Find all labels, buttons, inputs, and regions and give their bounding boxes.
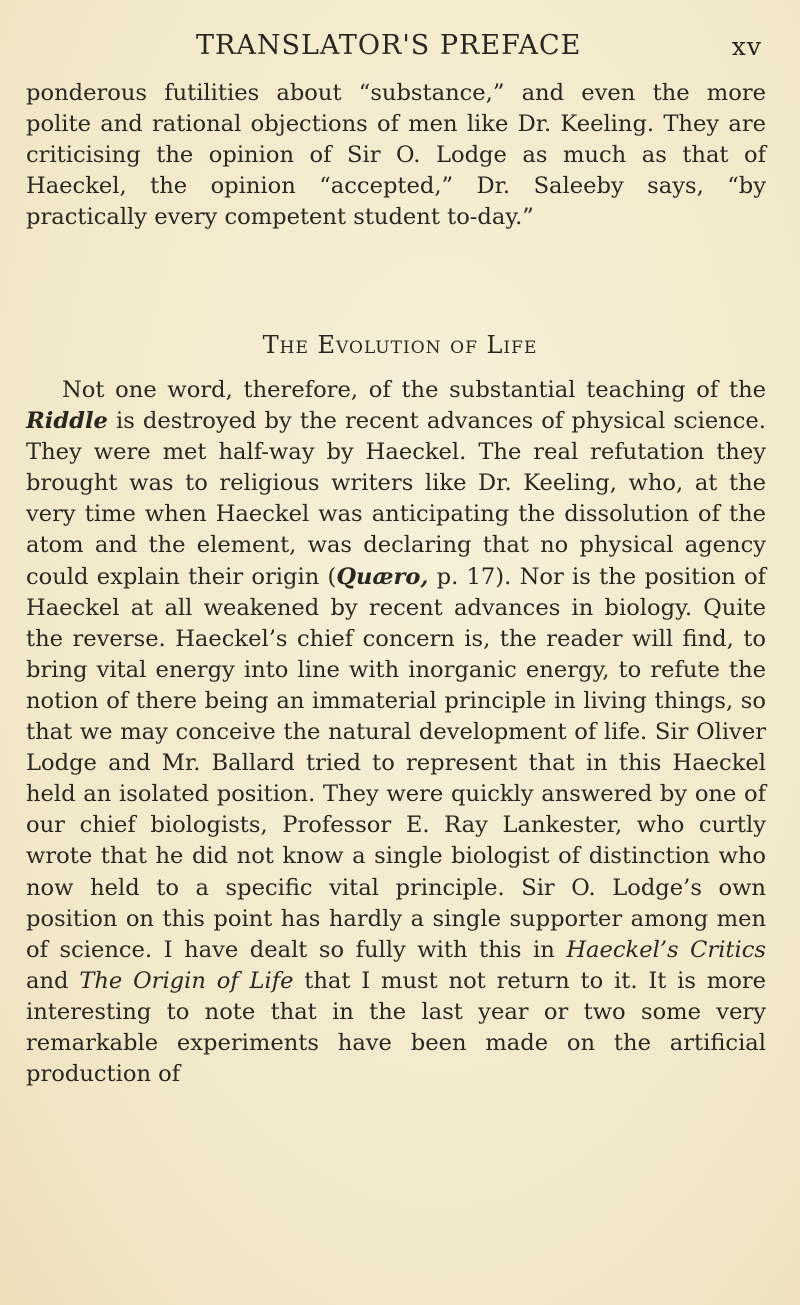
haeckels-critics-title: Haeckel’s Critics (566, 936, 766, 963)
paragraph-1: ponderous futilities about “substance,” and even the more polite and rational objections of men like Dr. Keeling. They are criticising the opinion of Sir O. Lodge as much as that of Haeckel, the opinion “accepted,” Dr. Saleeby says, “by practically every competent student to-day.” (26, 80, 766, 231)
origin-of-life-title: The Origin of Life (79, 967, 294, 994)
section-heading: The Evolution of Life (262, 331, 538, 359)
running-head: TRANSLATOR'S PREFACE (196, 30, 582, 61)
riddle-title: Riddle (26, 408, 108, 435)
quaero-title: Quæro, (336, 563, 429, 590)
paragraph-2-text: and (26, 967, 80, 994)
paragraph-2-text: p. 17). Nor is the position of Haeckel at all weakened by recent advances in biology. Quite the reverse. Haeckel’s chief concern is, the reader will find, to bring vital energy into line with inorganic energy, to refute the notion of there being an immaterial principle in living things, so that we may conceive the natural development of life. Sir Oliver Lodge and Mr. Ballard tried to represent that in this Haeckel held an isolated position. They were quickly answered by one of our chief biologists, Professor E. Ray Lankester, who curtly wrote that he did not know a single biologist of distinction who now held to a specific vital principle. Sir O. Lodge’s own position on this point has hardly a single supporter among men of science. I have dealt so fully with this in (26, 563, 766, 963)
paragraph-2 (26, 375, 766, 1090)
page-number: xv (731, 32, 762, 61)
paragraph-2-text: Not one word, therefore, of the substantial teaching of the (62, 377, 766, 403)
paragraph-2-text: is destroyed by the recent advances of physical science. They were met half-way by Haeckel. The real refutation they brought was to religious writers like Dr. Keeling, who, at the very time when Haeckel was anticipating the dissolution of the atom and the element, was declaring that no physical agency could explain their origin ( (26, 408, 766, 590)
paragraph-2-text: that I must not return to it. It is more interesting to note that in the last year or two some very remarkable experiments have been made on the artificial production of (26, 967, 767, 1088)
page-header (0, 30, 800, 70)
